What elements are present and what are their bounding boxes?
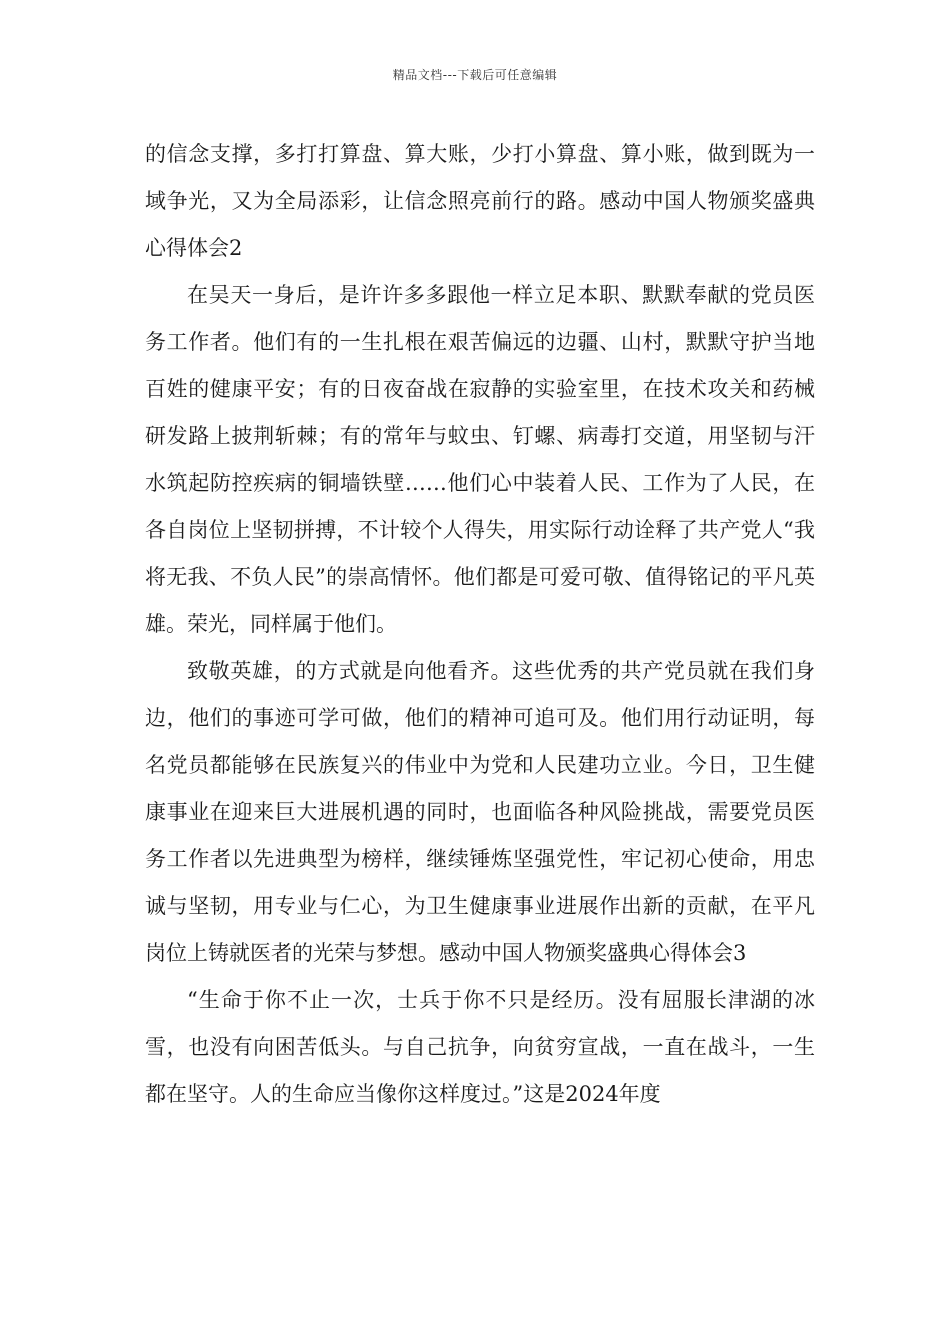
page-header: 精品文档---下载后可任意编辑 [392,68,558,82]
paragraph: “生命于你不止一次，士兵于你不只是经历。没有屈服长津湖的冰雪，也没有向困苦低头。与自己抗争，向贫穷宣战，一直在战斗，一生都在坚守。人的生命应当像你这样度过。”这是2024年度 [145,988,815,1106]
paragraph: 在吴天一身后，是许许多多跟他一样立足本职、默默奉献的党员医务工作者。他们有的一生扎根在艰苦偏远的边疆、山村，默默守护当地百姓的健康平安；有的日夜奋战在寂静的实验室里，在技术攻关和药械研发路上披荆斩棘；有的常年与蚊虫、钉螺、病毒打交道，用坚韧与汗水筑起防控疾病的铜墙铁壁……他们心中装着人民、工作为了人民，在各自岗位上坚韧拼搏，不计较个人得失，用实际行动诠释了共产党人“我将无我、不负人民”的崇高情怀。他们都是可爱可敬、值得铭记的平凡英雄。荣光，同样属于他们。 [145,283,815,636]
paragraph: 致敬英雄，的方式就是向他看齐。这些优秀的共产党员就在我们身边，他们的事迹可学可做，他们的精神可追可及。他们用行动证明，每名党员都能够在民族复兴的伟业中为党和人民建功立业。今日，卫生健康事业在迎来巨大进展机遇的同时，也面临各种风险挑战，需要党员医务工作者以先进典型为榜样，继续锤炼坚强党性，牢记初心使命，用忠诚与坚韧，用专业与仁心，为卫生健康事业进展作出新的贡献，在平凡岗位上铸就医者的光荣与梦想。感动中国人物颁奖盛典心得体会3 [145,659,815,965]
paragraph: 的信念支撑，多打打算盘、算大账，少打小算盘、算小账，做到既为一域争光，又为全局添彩，让信念照亮前行的路。感动中国人物颁奖盛典心得体会2 [145,142,815,260]
document-body [145,131,815,1118]
